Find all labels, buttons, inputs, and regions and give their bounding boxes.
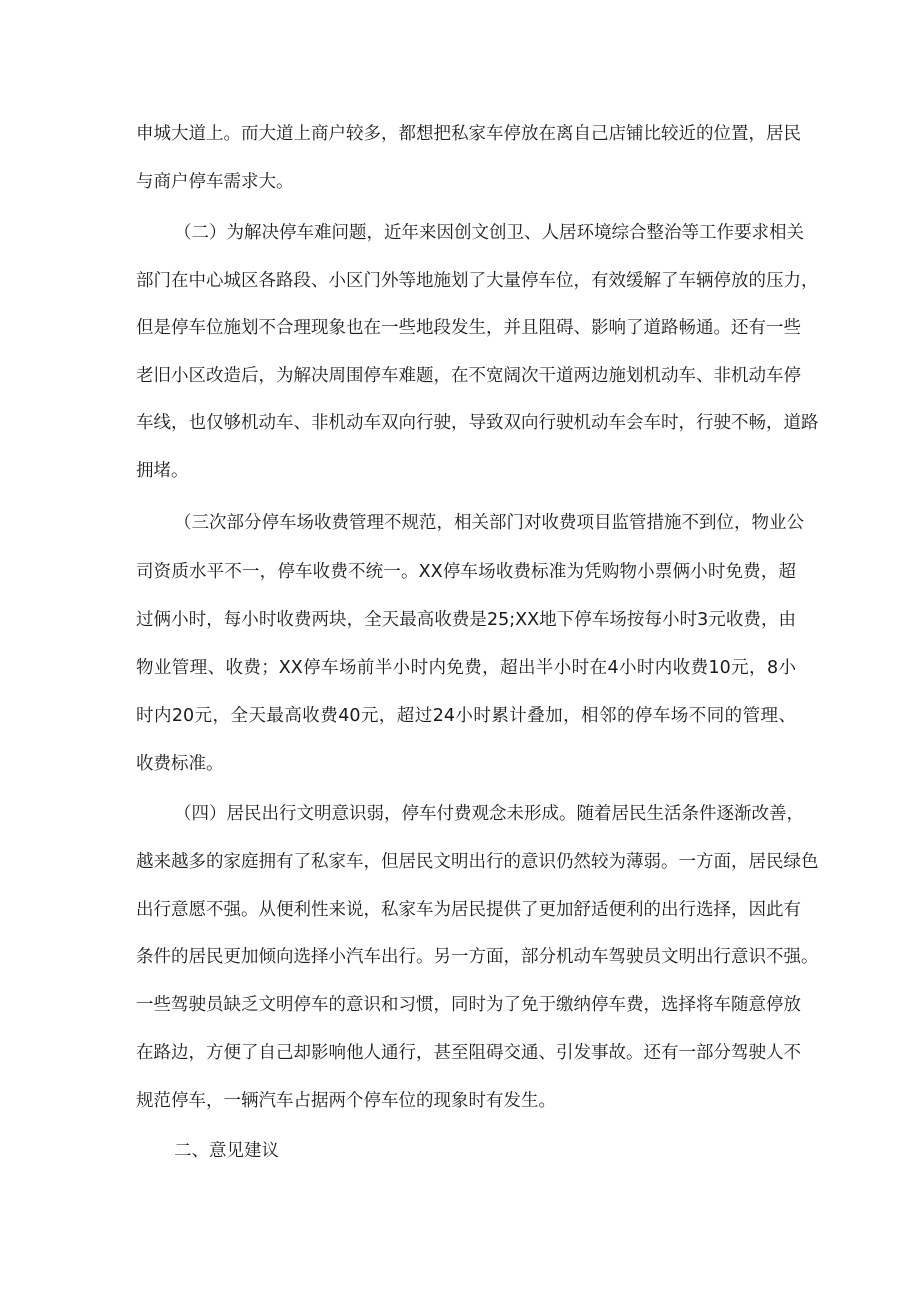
paragraph-2-line-1: （二）为解决停车难问题，近年来因创文创卫、人居环境综合整治等工作要求相关 — [174, 223, 804, 243]
paragraph-3-line-1: （三次部分停车场收费管理不规范，相关部门对收费项目监管措施不到位，物业公 — [174, 513, 804, 533]
paragraph-2-line-2: 部门在中心城区各路段、小区门外等地施划了大量停车位，有效缓解了车辆停放的压力， — [136, 271, 819, 291]
paragraph-1-line-2: 与商户停车需求大。 — [136, 172, 294, 192]
paragraph-2-line-3: 但是停车位施划不合理现象也在一些地段发生，并且阻碍、影响了道路畅通。还有一些 — [136, 318, 801, 338]
paragraph-4-line-5: 一些驾驶员缺乏文明停车的意识和习惯，同时为了免于缴纳停车费，选择将车随意停放 — [136, 995, 801, 1015]
paragraph-2-line-4: 老旧小区改造后，为解决周围停车难题，在不宽阔次干道两边施划机动车、非机动车停 — [136, 366, 801, 386]
paragraph-3-line-3: 过俩小时，每小时收费两块，全天最高收费是25;XX地下停车场按每小时3元收费，由 — [136, 610, 796, 630]
paragraph-3-line-4: 物业管理、收费；XX停车场前半小时内免费，超出半小时在4小时内收费10元，8小 — [136, 658, 796, 678]
paragraph-3-line-2: 司资质水平不一，停车收费不统一。XX停车场收费标准为凭购物小票俩小时免费，超 — [136, 562, 796, 582]
paragraph-2-line-6: 拥堵。 — [136, 461, 189, 481]
section-heading: 二、意见建议 — [174, 1141, 279, 1161]
paragraph-3-line-6: 收费标准。 — [136, 754, 224, 774]
paragraph-3-line-5: 时内20元，全天最高收费40元，超过24小时累计叠加，相邻的停车场不同的管理、 — [136, 706, 796, 726]
paragraph-4-line-1: （四）居民出行文明意识弱，停车付费观念未形成。随着居民生活条件逐渐改善， — [174, 804, 804, 824]
paragraph-4-line-4: 条件的居民更加倾向选择小汽车出行。另一方面，部分机动车驾驶员文明出行意识不强。 — [136, 947, 819, 967]
paragraph-4-line-7: 规范停车，一辆汽车占据两个停车位的现象时有发生。 — [136, 1091, 556, 1111]
paragraph-2-line-5: 车线，也仅够机动车、非机动车双向行驶，导致双向行驶机动车会车时，行驶不畅，道路 — [136, 413, 819, 433]
paragraph-4-line-3: 出行意愿不强。从便利性来说，私家车为居民提供了更加舒适便利的出行选择，因此有 — [136, 900, 801, 920]
paragraph-4-line-6: 在路边，方便了自己却影响他人通行，甚至阻碍交通、引发事故。还有一部分驾驶人不 — [136, 1043, 801, 1063]
paragraph-4-line-2: 越来越多的家庭拥有了私家车，但居民文明出行的意识仍然较为薄弱。一方面，居民绿色 — [136, 852, 819, 872]
paragraph-1-line-1: 申城大道上。而大道上商户较多，都想把私家车停放在离自己店铺比较近的位置，居民 — [136, 124, 801, 144]
